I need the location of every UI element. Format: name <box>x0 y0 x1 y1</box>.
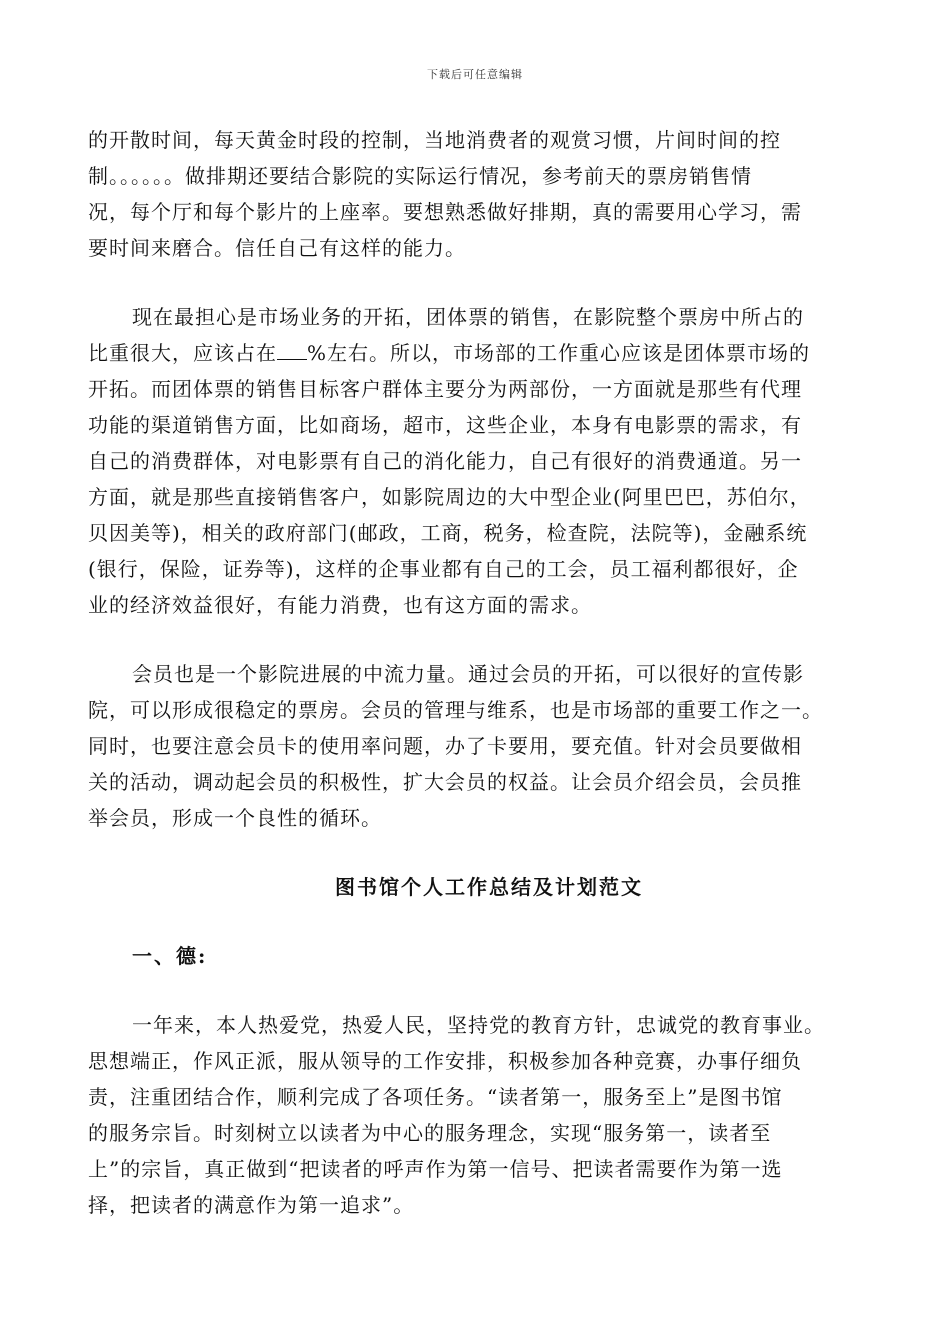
paragraph-text: %左右。所以，市场部的工作重心应该是团体票市场的 <box>307 341 811 365</box>
paragraph-line: 择，把读者的满意作为第一追求”。 <box>88 1193 415 1217</box>
document-title: 图书馆个人工作总结及计划范文 <box>335 875 643 899</box>
paragraph-line: 责，注重团结合作，顺利完成了各项任务。“读者第一，服务至上”是图书馆 <box>88 1085 783 1109</box>
paragraph-line: 关的活动，调动起会员的积极性，扩大会员的权益。让会员介绍会员，会员推 <box>88 770 802 794</box>
paragraph-line: 要时间来磨合。信任自己有这样的能力。 <box>88 236 466 260</box>
section-heading-virtue: 一、德: <box>132 944 208 968</box>
paragraph-line: 同时，也要注意会员卡的使用率问题，办了卡要用，要充值。针对会员要做相 <box>88 734 802 758</box>
paragraph-line: 开拓。而团体票的销售目标客户群体主要分为两部份，一方面就是那些有代理 <box>88 377 802 401</box>
paragraph-scheduling <box>88 122 860 266</box>
paragraph-line: 方面，就是那些直接销售客户，如影院周边的大中型企业(阿里巴巴，苏伯尔， <box>88 485 811 509</box>
paragraph-line: 功能的渠道销售方面，比如商场，超市，这些企业，本身有电影票的需求，有 <box>88 413 802 437</box>
paragraph-line: 自己的消费群体，对电影票有自己的消化能力，自己有很好的消费通道。另一 <box>88 449 802 473</box>
paragraph-market-business <box>88 299 860 623</box>
paragraph-virtue <box>88 1007 860 1223</box>
paragraph-line: 业的经济效益很好，有能力消费，也有这方面的需求。 <box>88 593 592 617</box>
paragraph-line: 举会员，形成一个良性的循环。 <box>88 806 382 830</box>
paragraph-line: 制。。。。。。做排期还要结合影院的实际运行情况，参考前天的票房销售情 <box>88 164 752 188</box>
paragraph-line: 现在最担心是市场业务的开拓，团体票的销售，在影院整个票房中所占的 <box>132 305 804 329</box>
paragraph-line: 一年来，本人热爱党，热爱人民，坚持党的教育方针，忠诚党的教育事业。 <box>132 1013 825 1037</box>
paragraph-membership <box>88 656 860 836</box>
fill-in-blank <box>277 341 307 360</box>
document-body <box>88 122 860 1223</box>
paragraph-line: 况，每个厅和每个影片的上座率。要想熟悉做好排期，真的需要用心学习，需 <box>88 200 802 224</box>
paragraph-line: (银行，保险，证券等)，这样的企事业都有自己的工会，员工福利都很好，企 <box>88 557 799 581</box>
page-header-note: 下载后可任意编辑 <box>427 68 523 81</box>
paragraph-line: 院，可以形成很稳定的票房。会员的管理与维系，也是市场部的重要工作之一。 <box>88 698 823 722</box>
paragraph-line: 贝因美等)，相关的政府部门(邮政，工商，税务，检查院，法院等)，金融系统 <box>88 521 808 545</box>
paragraph-line: 会员也是一个影院进展的中流力量。通过会员的开拓，可以很好的宣传影 <box>132 662 804 686</box>
paragraph-line: 的开散时间，每天黄金时段的控制，当地消费者的观赏习惯，片间时间的控 <box>88 128 781 152</box>
paragraph-text: 比重很大，应该占在 <box>88 341 277 365</box>
paragraph-line: 思想端正，作风正派，服从领导的工作安排，积极参加各种竞赛，办事仔细负 <box>88 1049 802 1073</box>
paragraph-line: 上”的宗旨，真正做到“把读者的呼声作为第一信号、把读者需要作为第一选 <box>88 1157 783 1181</box>
paragraph-line <box>88 335 860 371</box>
paragraph-line: 的服务宗旨。时刻树立以读者为中心的服务理念，实现“服务第一，读者至 <box>88 1121 772 1145</box>
